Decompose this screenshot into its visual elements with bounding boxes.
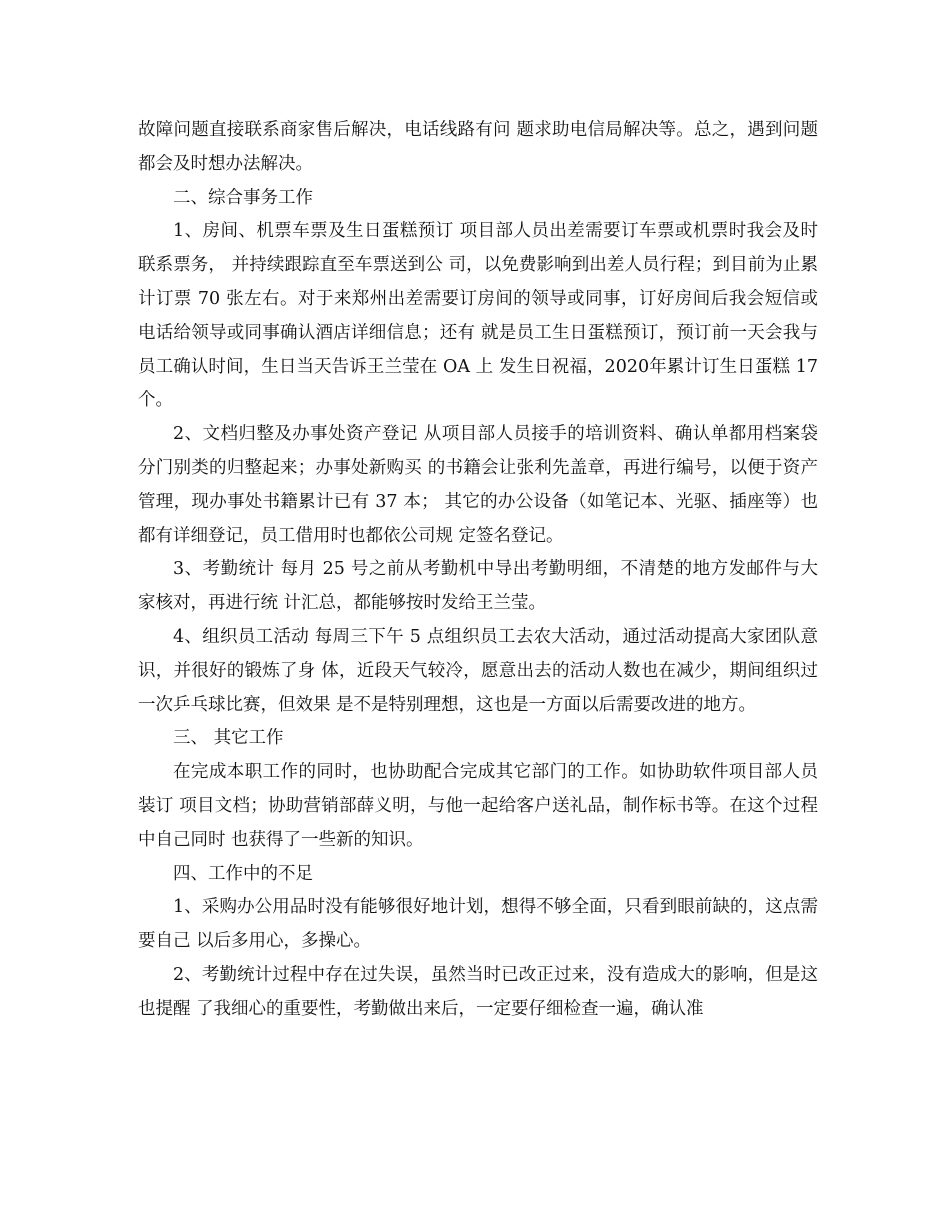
section-heading-comprehensive-affairs: 二、综合事务工作 bbox=[173, 187, 313, 208]
paragraph: 2、考勤统计过程中存在过失误，虽然当时已改正过来，没有造成大的影响，但是这也提醒 了我细心的重要性，考勤做出来后，一定要仔细检查一遍，确认准 bbox=[138, 964, 818, 1019]
section-heading-shortcomings: 四、工作中的不足 bbox=[173, 863, 313, 884]
paragraph: 1、采购办公用品时没有能够很好地计划，想得不够全面，只看到眼前缺的，这点需要自己 以后多用心，多操心。 bbox=[138, 897, 818, 952]
paragraph: 2、文档归整及办事处资产登记 从项目部人员接手的培训资料、确认单都用档案袋分门别类的归整起来；办事处新购买 的书籍会让张利先盖章，再进行编号，以便于资产管理，现办事处书籍累计已有 37 本； 其它的办公设备（如笔记本、光驱、插座等）也都有详细登记，员工借用时也都依公司规 定签名登记。 bbox=[138, 424, 818, 546]
paragraph: 故障问题直接联系商家售后解决，电话线路有问 题求助电信局解决等。总之，遇到问题都会及时想办法解决。 bbox=[138, 120, 818, 174]
paragraph: 在完成本职工作的同时，也协助配合完成其它部门的工作。如协助软件项目部人员装订 项目文档；协助营销部薛义明，与他一起给客户送礼品，制作标书等。在这个过程中自己同时 也获得了一些新的知识。 bbox=[138, 762, 818, 850]
document-body bbox=[138, 114, 818, 1027]
section-heading-other-work: 三、 其它工作 bbox=[173, 728, 284, 749]
paragraph: 1、房间、机票车票及生日蛋糕预订 项目部人员出差需要订车票或机票时我会及时联系票务， 并持续跟踪直至车票送到公 司，以免费影响到出差人员行程；到目前为止累计订票 70 张左右。对于来郑州出差需要订房间的领导或同事，订好房间后我会短信或电话给领导或同事确认酒店详细信息；还有 就是员工生日蛋糕预订，预订前一天会我与员工确认时间，生日当天告诉王兰莹在 OA 上 发生日祝福，2020年累计订生日蛋糕 17 个。 bbox=[138, 221, 818, 411]
paragraph: 4、组织员工活动 每周三下午 5 点组织员工去农大活动，通过活动提高大家团队意识，并很好的锻炼了身 体，近段天气较冷，愿意出去的活动人数也在减少，期间组织过一次乒乓球比赛，但效果 是不是特别理想，这也是一方面以后需要改进的地方。 bbox=[138, 626, 818, 715]
paragraph: 3、考勤统计 每月 25 号之前从考勤机中导出考勤明细，不清楚的地方发邮件与大家核对，再进行统 计汇总，都能够按时发给王兰莹。 bbox=[138, 559, 818, 614]
